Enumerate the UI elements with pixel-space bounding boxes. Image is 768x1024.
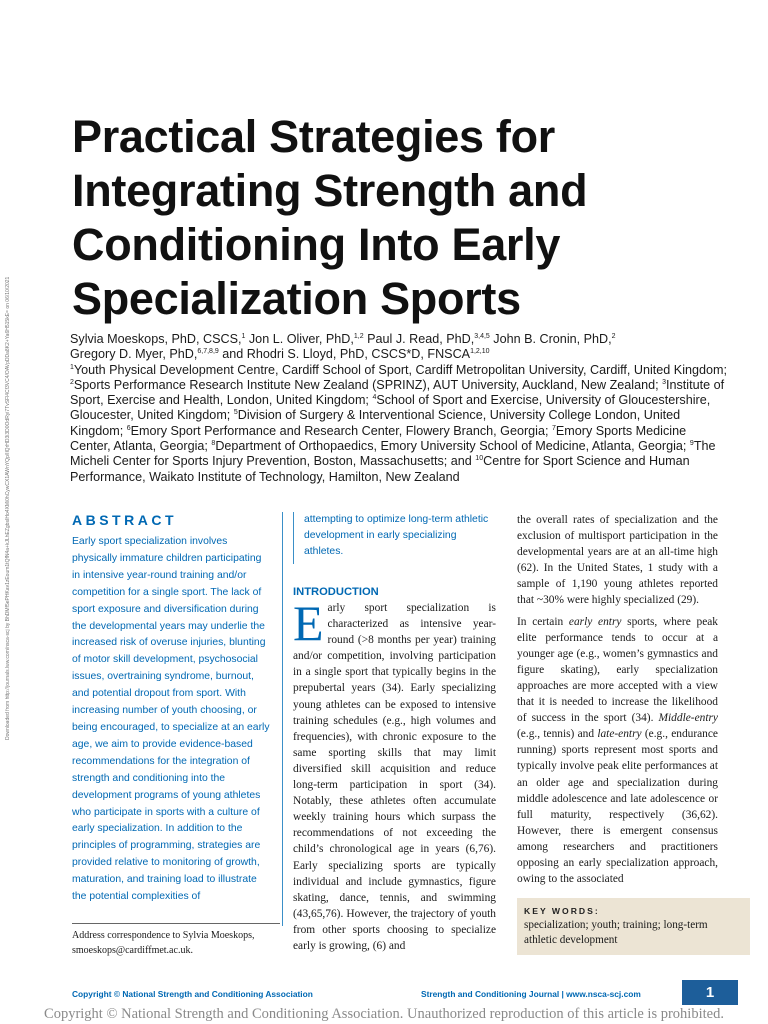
abstract-text: Early sport specialization involves physically immature children participating in intensive year-round training and/or competition for a single sport. The lack of sport exposure and diversification during the developmental years may underlie the increased risk of overuse injuries, blunting of motor skill development, psychosocial issues, overtraining syndrome, burnout, and potential dropout from sport. With increasing number of youth choosing, or being encouraged, to specialize at an early age, we aim to provide evidence-based recommendations for the integration of strength and conditioning into the development programs of young athletes who participate in sports with a culture of early specialization. In addition to the principles of programming, strategies are provided relative to monitoring of growth, maturation, and training load to illustrate the potential complexities of	[72, 536, 270, 903]
affil-text: Centre for Sport Science and Human Performance, Waikato Institute of Technology, Hamilton, New Zealand	[70, 454, 690, 484]
affil-number: 2	[70, 378, 74, 386]
footer-copyright	[72, 989, 313, 999]
copyright-icon: ©	[113, 989, 121, 999]
author-affil-ref: 1,2,10	[470, 348, 490, 356]
keywords-heading: KEY WORDS:	[524, 906, 600, 916]
footer-journal: Strength and Conditioning Journal | www.nsca-scj.com	[421, 989, 641, 999]
footer-copyright-org: National Strength and Conditioning Association	[122, 989, 313, 999]
text-run: (e.g., endurance running) sports represent most sports and typically involve peak elite performances at an older age and specialization during middle adolescence and late adolescence or full maturity, respectively (36,62). However, there is emergent consensus among researchers and practitioners opposing an early specialization approach, owing to the associated	[517, 728, 718, 886]
introduction-paragraph	[293, 595, 496, 954]
author-name: and Rhodri S. Lloyd, PhD, CSCS*D, FNSCA	[218, 347, 471, 362]
body-paragraph	[517, 614, 718, 888]
affil-number: 8	[211, 439, 216, 447]
affil-text: Sports Performance Research Institute New Zealand (SPRINZ), AUT University, Auckland, New Zealand;	[73, 377, 663, 392]
copyright-watermark: Copyright © National Strength and Conditioning Association. Unauthorized reproduction of this article is prohibited.	[44, 1006, 724, 1022]
correspondence-email: smoeskops@cardiffmet.ac.uk.	[72, 945, 193, 956]
abstract-continuation: attempting to optimize long-term athletic development in early specializing athletes.	[293, 512, 496, 564]
author-affil-ref: 6,7,8,9	[197, 348, 219, 356]
affil-text: Emory Sports Medicine Center, Atlanta, Georgia;	[70, 423, 687, 454]
affil-number: 7	[551, 424, 556, 432]
article-title: Practical Strategies for Integrating Strength and Conditioning Into Early Specialization Sports	[72, 111, 588, 324]
download-note: Downloaded from http://journals.lww.com/nsca-scj by BhDMf5ePHKav1zEoum1tQfN4a+kJLhEZgbsIHo4XMi0hCywCX1AWnYQp/IlQrHD3i3D0OdRyi7TvSFl4Cf3VC4/OAVpDDa8K2+Ya6H515kE= on 06/10/2021	[5, 276, 11, 740]
text-run-italic: early entry	[568, 615, 622, 628]
author-name: John B. Cronin, PhD,	[489, 332, 612, 346]
affil-text: Department of Orthopaedics, Emory University School of Medicine, Atlanta, Georgia;	[215, 439, 690, 454]
affil-number: 10	[475, 455, 484, 463]
correspondence-note	[72, 928, 292, 958]
affil-text: School of Sport and Exercise, University of Gloucestershire, Gloucester, United Kingdom;	[70, 393, 711, 423]
text-run-italic: Middle-entry	[658, 712, 718, 725]
affil-number: 3	[662, 378, 666, 386]
footer-copyright-label: Copyright	[72, 989, 112, 999]
body-paragraph: the overall rates of specialization and the exclusion of multisport participation in the developmental years are at an all-time high (62). In the United States, 1 study with a sample of 1,190 young athletes reported that ~30% were highly specialized (29).	[517, 514, 718, 607]
author-affil-ref: 1,2	[353, 332, 364, 340]
author-name: Sylvia Moeskops, PhD, CSCS,	[70, 332, 242, 346]
keywords-text: specialization; youth; training; long-term athletic development	[524, 919, 708, 946]
text-run: (e.g., tennis) and	[517, 728, 598, 741]
introduction-heading: INTRODUCTION	[293, 586, 379, 598]
author-block	[70, 332, 730, 485]
column-3	[517, 512, 718, 887]
text-run: In certain	[517, 615, 569, 628]
affil-number: 1	[70, 363, 74, 371]
correspondence-divider	[72, 923, 280, 924]
author-affil-ref: 1	[241, 332, 246, 340]
text-run: sports, where peak elite performance tends to occur at a younger age (e.g., women’s gymnastics and figure skating), early specialization approaches are more accepted with a view that it is needed to increase the likelihood of success in the sport (34).	[517, 615, 719, 725]
author-affil-ref: 3,4,5	[474, 332, 490, 340]
affil-number: 5	[233, 409, 238, 417]
keywords-box	[517, 898, 750, 955]
correspondence-line: Address correspondence to Sylvia Moeskops,	[72, 930, 255, 941]
affil-number: 4	[372, 394, 377, 401]
affil-text: The Micheli Center for Sports Injury Prevention, Boston, Massachusetts; and	[70, 439, 716, 469]
affil-text: Division of Surgery & Interventional Science, University College London, United Kingdom;	[70, 408, 681, 438]
author-affil-ref: 2	[611, 332, 616, 340]
abstract-heading: ABSTRACT	[72, 512, 177, 528]
affil-text: Institute of Sport, Exercise and Health, London, United Kingdom;	[70, 377, 725, 408]
author-list	[70, 332, 730, 363]
affil-number: 9	[689, 439, 694, 447]
affil-number: 6	[126, 424, 131, 432]
affil-text: Emory Sport Performance and Research Center, Flowery Branch, Georgia;	[130, 423, 552, 438]
text-run-italic: late-entry	[597, 728, 642, 741]
column-2	[293, 512, 496, 954]
drop-cap: E	[293, 595, 324, 651]
affil-text: Youth Physical Development Centre, Cardiff School of Sport, Cardiff Metropolitan University, Cardiff, United Kingdom;	[73, 362, 728, 377]
author-name: Paul J. Read, PhD,	[363, 332, 475, 346]
author-name: Gregory D. Myer, PhD,	[70, 347, 198, 362]
affiliations	[70, 363, 730, 485]
introduction-text: arly sport specialization is characterized as intensive year-round (>8 months per year) training and/or competition, involving participation in a single sport that typically begins in the prepubertal years (34). Early specializing young athletes can be exposed to intensive training schedules (e.g., high volumes and frequencies), with chronic exposure to the same sporting skills that may limit diversified skill acquisition and reduce long-term participation in sport (34). Notably, these athletes often accumulate weekly training hours which surpass the recommendations of not exceeding the child’s chronological age in years (6,76). Early specializing sports are typically individual and include gymnastics, figure skating, dance, tennis, and swimming (43,65,76). However, the trajectory of youth from other sports choosing to specialize early is growing, (6) and	[293, 602, 496, 952]
author-name: Jon L. Oliver, PhD,	[245, 332, 354, 346]
page-number: 1	[682, 980, 738, 1005]
abstract-box	[72, 512, 283, 926]
